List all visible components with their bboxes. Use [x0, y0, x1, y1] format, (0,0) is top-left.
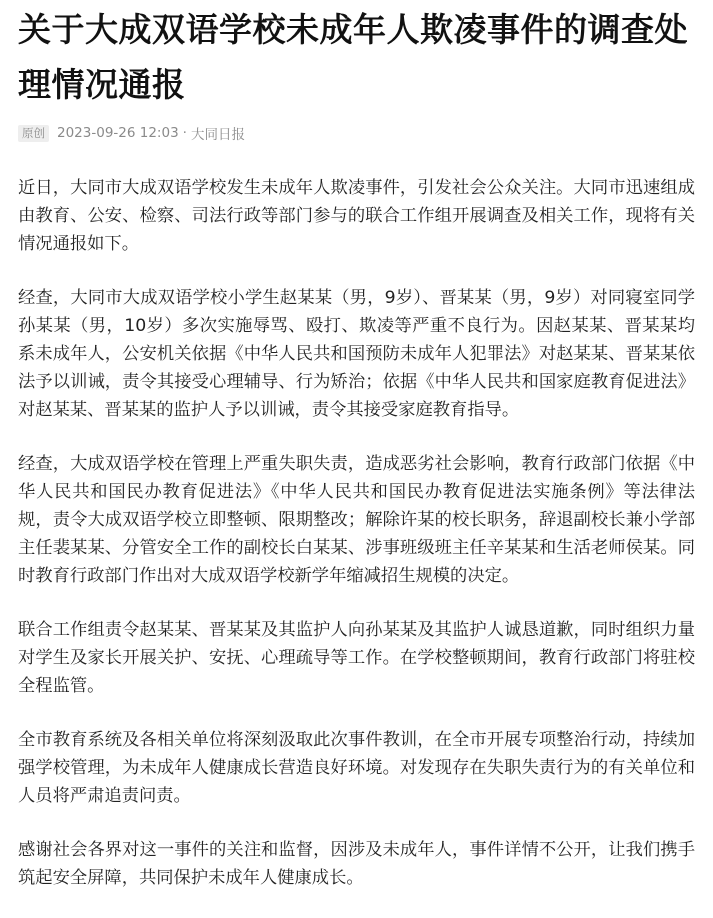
- paragraph: 联合工作组责令赵某某、晋某某及其监护人向孙某某及其监护人诚恳道歉，同时组织力量对学生及家长开展关护、安抚、心理疏导等工作。在学校整顿期间，教育行政部门将驻校全程监管。: [18, 620, 695, 696]
- paragraph: 近日，大同市大成双语学校发生未成年人欺凌事件，引发社会公众关注。大同市迅速组成由教育、公安、检察、司法行政等部门参与的联合工作组开展调查及相关工作，现将有关情况通报如下。: [18, 178, 695, 254]
- article-body: [18, 174, 695, 892]
- article-meta: [18, 122, 695, 144]
- paragraph: 感谢社会各界对这一事件的关注和监督，因涉及未成年人，事件详情不公开，让我们携手筑起安全屏障，共同保护未成年人健康成长。: [18, 840, 695, 888]
- publish-datetime: 2023-09-26 12:03: [57, 125, 179, 141]
- source-name: 大同日报: [190, 127, 245, 143]
- paragraph: 全市教育系统及各相关单位将深刻汲取此次事件教训，在全市开展专项整治行动，持续加强学校管理，为未成年人健康成长营造良好环境。对发现存在失职失责行为的有关单位和人员将严肃追责问责。: [18, 730, 695, 806]
- paragraph: 经查，大同市大成双语学校小学生赵某某（男，9岁）、晋某某（男，9岁）对同寝室同学孙某某（男，10岁）多次实施辱骂、殴打、欺凌等严重不良行为。因赵某某、晋某某均系未成年人，公安机关依据《中华人民共和国预防未成年人犯罪法》对赵某某、晋某某依法予以训诫，责令其接受心理辅导、行为矫治；依据《中华人民共和国家庭教育促进法》对赵某某、晋某某的监护人予以训诫，责令其接受家庭教育指导。: [18, 288, 695, 420]
- original-badge: 原创: [18, 125, 49, 142]
- article-title: 关于大成双语学校未成年人欺凌事件的调查处理情况通报: [18, 10, 688, 104]
- meta-separator: ·: [182, 125, 187, 141]
- paragraph: 经查，大成双语学校在管理上严重失职失责，造成恶劣社会影响，教育行政部门依据《中华人民共和国民办教育促进法》《中华人民共和国民办教育促进法实施条例》等法律法规，责令大成双语学校立即整顿、限期整改；解除许某的校长职务，辞退副校长兼小学部主任裴某某、分管安全工作的副校长白某某、涉事班级班主任辛某某和生活老师侯某。同时教育行政部门作出对大成双语学校新学年缩减招生规模的决定。: [18, 454, 695, 586]
